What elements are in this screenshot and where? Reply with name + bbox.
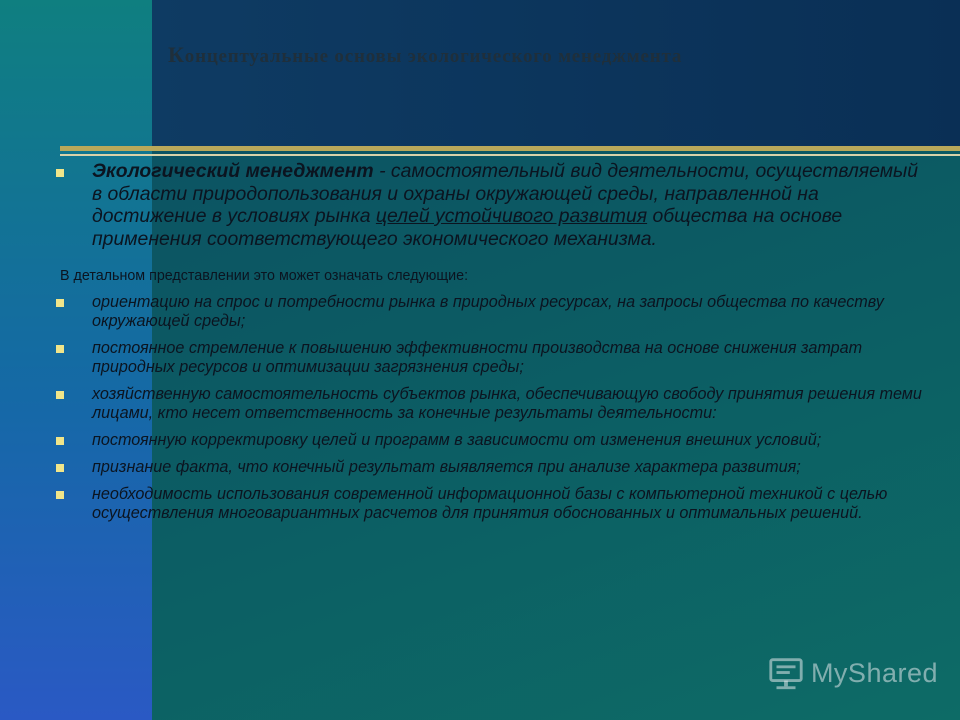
list-item-text: признание факта, что конечный результат выявляется при анализе характера развития; — [92, 458, 801, 476]
list-item-text: постоянную корректировку целей и программ в зависимости от изменения внешних условий; — [92, 431, 822, 449]
list-item-text: необходимость использования современной информационной базы с компьютерной техникой с целью осуществления многовариантных расчетов для принятия обоснованных и оптимальных решений. — [92, 485, 888, 522]
main-definition — [56, 160, 926, 250]
square-bullet-icon — [56, 491, 64, 499]
definition-text — [92, 160, 926, 250]
definition-underlined: целей устойчивого развития — [375, 205, 648, 227]
gold-divider-line — [60, 146, 960, 151]
header-band — [152, 0, 960, 146]
list-item-text: ориентацию на спрос и потребности рынка в природных ресурсах, на запросы общества по качеству окружающей среды; — [92, 293, 884, 330]
feature-list — [56, 293, 926, 523]
light-divider-line — [60, 154, 960, 156]
intro-text: В детальном представлении это может означать следующие: — [60, 268, 469, 284]
list-item — [56, 385, 926, 423]
square-bullet-icon — [56, 345, 64, 353]
list-item — [56, 293, 926, 331]
list-item-text: хозяйственную самостоятельность субъектов рынка, обеспечивающую свободу принятия решения теми лицами, кто несет ответственность за конечные результаты деятельности: — [92, 385, 922, 422]
list-item-text: постоянное стремление к повышению эффективности производства на основе снижения затрат природных ресурсов и оптимизации загрязнения среды; — [92, 339, 863, 376]
slide-content — [56, 160, 926, 531]
list-item — [56, 458, 926, 477]
slide-title-initial: К — [168, 42, 185, 67]
watermark — [767, 654, 938, 692]
definition-term: Экологический менеджмент — [92, 160, 374, 182]
watermark-text: MyShared — [810, 657, 938, 688]
square-bullet-icon — [56, 437, 64, 445]
square-bullet-icon — [56, 169, 64, 177]
definition-part-2: общества на основе применения соответствующего экономического механизма. — [92, 205, 843, 250]
square-bullet-icon — [56, 464, 64, 472]
definition-part-1: - самостоятельный вид деятельности, осуществляемый в области природопользования и охраны окружающей среды, направленной на достижение в условиях рынка — [92, 160, 919, 227]
slide-title — [168, 42, 928, 68]
list-item — [56, 485, 926, 523]
presentation-board-icon — [767, 654, 805, 692]
list-item — [56, 431, 926, 450]
slide-title-rest: онцептуальные основы экологического менеджмента — [184, 46, 683, 67]
list-item — [56, 339, 926, 377]
square-bullet-icon — [56, 299, 64, 307]
square-bullet-icon — [56, 391, 64, 399]
